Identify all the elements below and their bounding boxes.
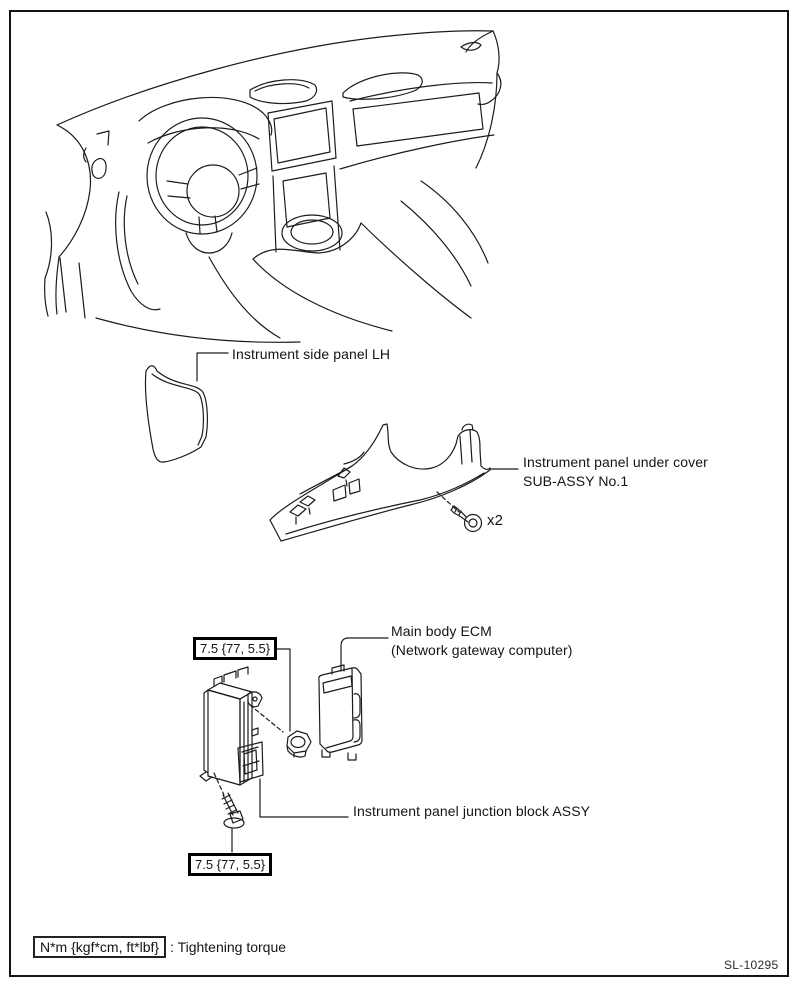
side-panel-illustration	[145, 366, 207, 462]
leader-side-panel	[197, 353, 228, 381]
figure-code: SL-10295	[724, 958, 779, 972]
torque-legend	[33, 936, 286, 958]
leader-ecm	[341, 638, 388, 671]
leader-torque-upper	[277, 649, 290, 731]
nut-icon	[287, 731, 311, 757]
label-screw-count: x2	[487, 512, 504, 529]
dashboard-illustration	[45, 31, 501, 343]
label-junction-block: Instrument panel junction block ASSY	[353, 803, 591, 819]
junction-block-illustration	[200, 667, 263, 785]
bolt-icon	[222, 793, 244, 828]
label-ecm	[391, 622, 573, 660]
dashed-leader-nut	[250, 705, 283, 732]
label-ecm-line2: (Network gateway computer)	[391, 642, 573, 658]
screw-x2-icon	[451, 506, 482, 532]
ecm-illustration	[319, 665, 362, 760]
torque-unit-box: N*m {kgf*cm, ft*lbf}	[33, 936, 166, 958]
label-under-cover-line2: SUB-ASSY No.1	[523, 473, 629, 489]
label-ecm-line1: Main body ECM	[391, 623, 492, 639]
label-side-panel: Instrument side panel LH	[232, 346, 391, 362]
torque-spec-lower: 7.5 {77, 5.5}	[188, 853, 272, 876]
label-under-cover-line1: Instrument panel under cover	[523, 454, 708, 470]
dashed-leader-screw-x2	[437, 492, 459, 512]
leader-junction-block	[260, 779, 348, 817]
dashed-leader-bolt	[214, 773, 224, 795]
steering-wheel-hub	[187, 165, 239, 217]
torque-spec-upper: 7.5 {77, 5.5}	[193, 637, 277, 660]
leader-lines	[197, 353, 518, 852]
under-cover-illustration	[270, 424, 490, 541]
label-under-cover	[523, 453, 708, 491]
torque-legend-description: : Tightening torque	[170, 939, 287, 955]
steering-wheel-rim	[147, 118, 257, 234]
